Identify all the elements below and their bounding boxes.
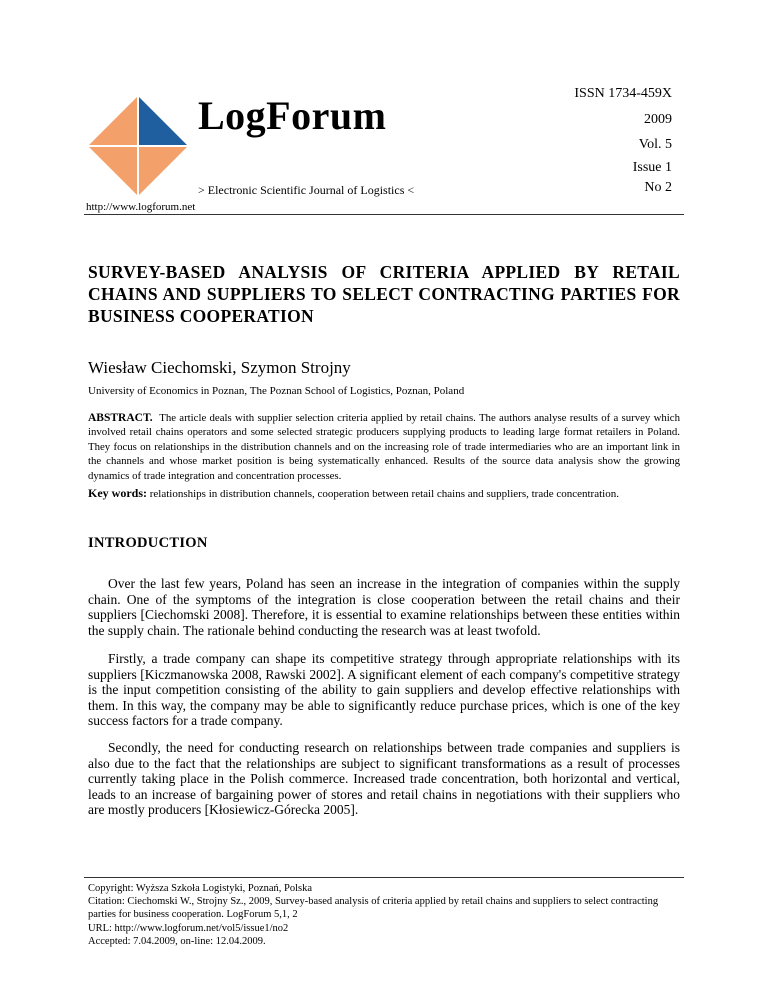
year: 2009	[644, 112, 672, 127]
copyright: Copyright: Wyższa Szkoła Logistyki, Poznań, Polska	[88, 883, 313, 894]
paragraph-1: Over the last few years, Poland has seen an increase in the integration of companies within the supply chain. One of the symptoms of the integration is close cooperation between the retail chains and their suppliers [Ciechomski 2008]. Therefore, it is essential to examine relationships between these entities within the supply chain. The rationale behind conducting the research was at least twofold.	[88, 576, 680, 638]
article-title: SURVEY-BASED ANALYSIS OF CRITERIA APPLIED BY RETAIL CHAINS AND SUPPLIERS TO SELECT CONTRACTING PARTIES FOR BUSINESS COOPERATION	[88, 262, 680, 326]
issue: Issue 1	[632, 160, 672, 175]
keywords	[88, 486, 688, 501]
header-divider	[84, 214, 684, 215]
logforum-logo-icon	[88, 96, 188, 196]
affiliation: University of Economics in Poznan, The Poznan School of Logistics, Poznan, Poland	[88, 385, 465, 397]
paragraph-2: Firstly, a trade company can shape its competitive strategy through appropriate relationships with its suppliers [Kiczmanowska 2008, Rawski 2002]. A significant element of each company's competitive strategy is the input competition consisting of the ability to gain suppliers and develop effective relationships with them. In this way, the company may be able to significantly reduce purchase prices, which is one of the key success factors for a trade company.	[88, 651, 680, 729]
issn: ISSN 1734-459X	[574, 86, 672, 101]
journal-name: LogForum	[198, 93, 387, 138]
abstract	[88, 411, 680, 483]
journal-subtitle: > Electronic Scientific Journal of Logistics <	[198, 183, 415, 197]
paragraph-3: Secondly, the need for conducting research on relationships between trade companies and suppliers is also due to the fact that the relationships are subject to significant transformations as a result of processes currently taking place in the Polish commerce. Increased trade concentration, both horizontal and vertical, leads to an increase of bargaining power of stores and retail chains in negotiations with their suppliers who are mostly producers [Kłosiewicz-Górecka 2005].	[88, 740, 680, 818]
footer-url[interactable]: URL: http://www.logforum.net/vol5/issue1/no2	[88, 923, 289, 934]
keywords-label: Key words:	[88, 486, 147, 500]
abstract-text: The article deals with supplier selection criteria applied by retail chains. The authors analyse results of a survey which involved retail chains operators and some selected strategic producers supplying products to leading large format retailers in Poland. They focus on relationships in the distribution channels and on the increasing role of trade intermediaries who are an important link in the channels and whose market position is being systematically enhanced. Results of the source data analysis show the growing dynamics of trade integration and concentration processes.	[88, 412, 680, 482]
keywords-text: relationships in distribution channels, cooperation between retail chains and suppliers, trade concentration.	[149, 488, 619, 500]
abstract-label: ABSTRACT.	[88, 412, 153, 424]
section-heading: INTRODUCTION	[88, 535, 208, 551]
authors: Wiesław Ciechomski, Szymon Strojny	[88, 358, 351, 377]
footer-divider	[84, 877, 684, 878]
journal-url[interactable]: http://www.logforum.net	[86, 201, 196, 213]
volume: Vol. 5	[638, 137, 672, 152]
dates: Accepted: 7.04.2009, on-line: 12.04.2009.	[88, 936, 266, 947]
number: No 2	[644, 180, 672, 195]
citation: Citation: Ciechomski W., Strojny Sz., 2009, Survey-based analysis of criteria applied by retail chains and suppliers to select contracting parties for business cooperation. LogForum 5,1, 2	[88, 896, 659, 921]
